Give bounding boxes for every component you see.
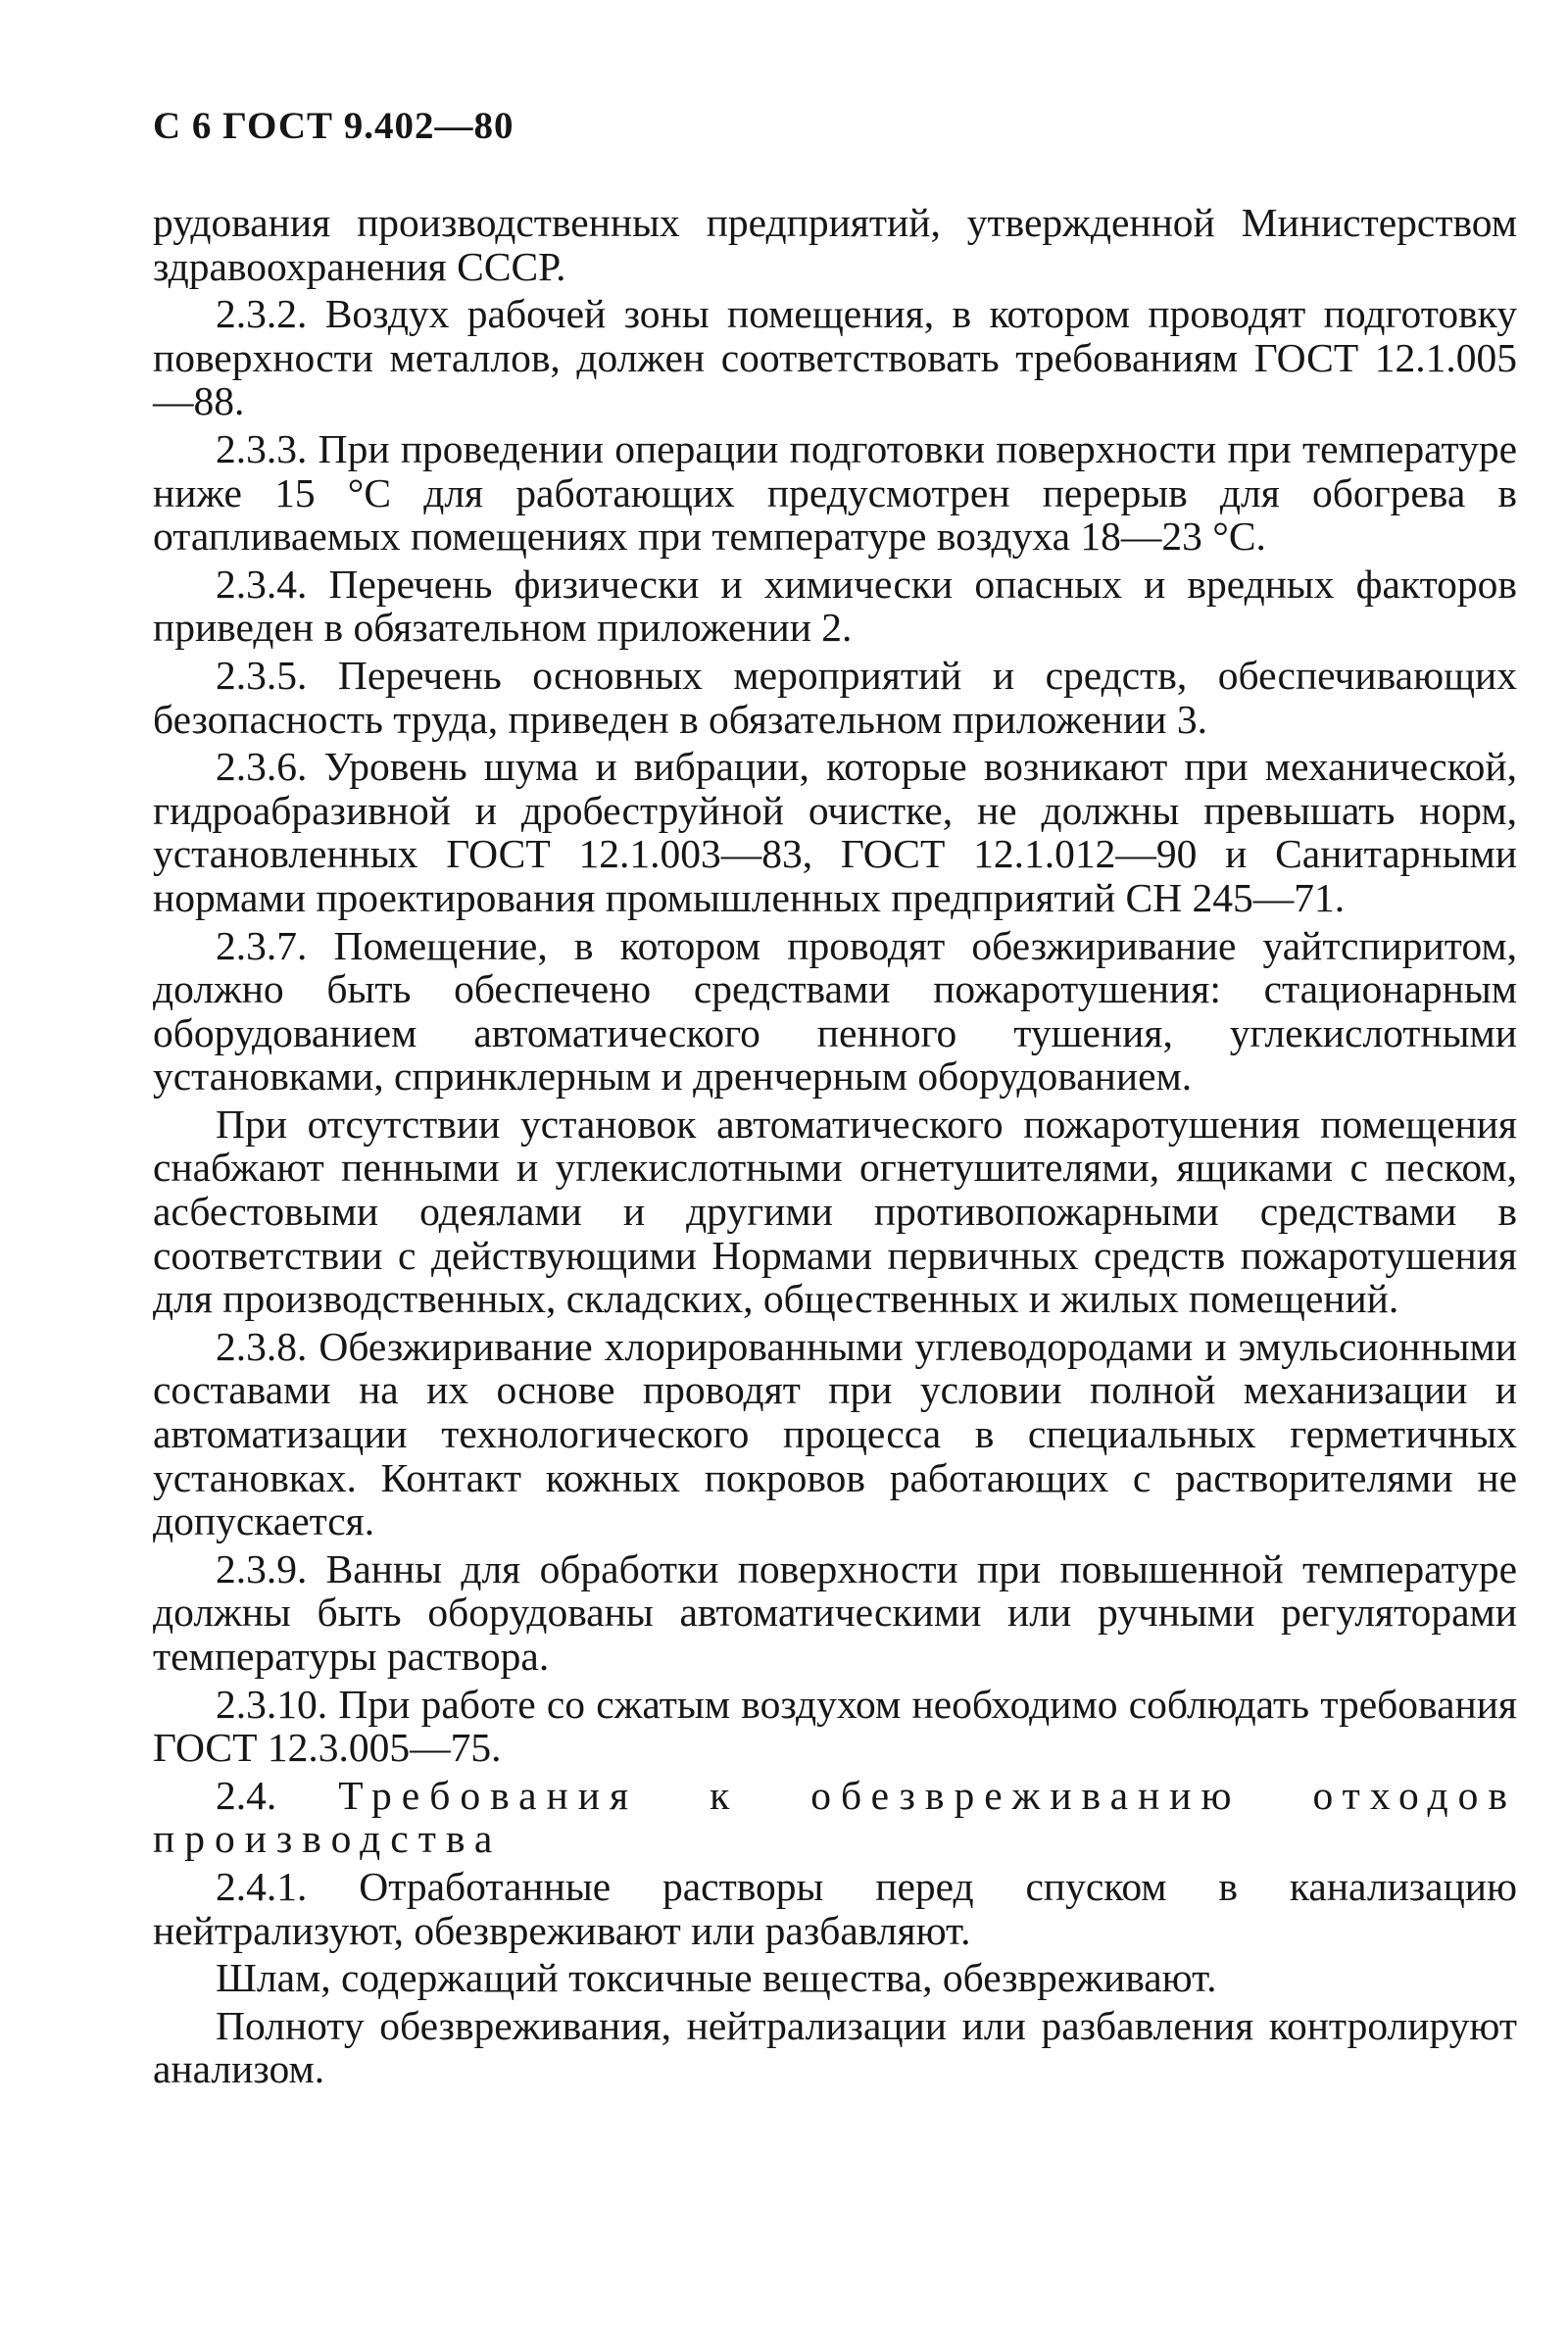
paragraph-2-3-9: 2.3.9. Ванны для обработки поверхности при повышенной температуре должны быть оборудованы автоматическими или ручными регуляторами температуры раствора. <box>153 1545 1517 1679</box>
paragraph-2-4-1: 2.4.1. Отработанные растворы перед спуском в канализацию нейтрализуют, обезвреживают или разбавляют. <box>153 1863 1517 1953</box>
section-number: 2.4. <box>216 1772 277 1818</box>
document-page <box>153 104 1517 2095</box>
paragraph-2-3-4: 2.3.4. Перечень физически и химически опасных и вредных факторов приведен в обязательном приложении 2. <box>153 561 1517 651</box>
paragraph-fire-equipment: При отсутствии установок автоматического пожаротушения помещения снабжают пенными и углекислотными огнетушителями, ящиками с песком, асбестовыми одеялами и другими противопожарными средствами в соответствии с действующими Нормами первичных средств пожаротушения для производственных, складских, общественных и жилых помещений. <box>153 1101 1517 1322</box>
document-body <box>153 201 1517 2091</box>
paragraph-2-3-5: 2.3.5. Перечень основных мероприятий и средств, обеспечивающих безопасность труда, приведен в обязательном приложении 3. <box>153 652 1517 742</box>
section-heading-2-4 <box>153 1774 1517 1861</box>
paragraph-control: Полноту обезвреживания, нейтрализации или разбавления контролируют анализом. <box>153 2002 1517 2092</box>
paragraph-2-3-7: 2.3.7. Помещение, в котором проводят обезжиривание уайтспиритом, должно быть обеспечено средствами пожаротушения: стационарным оборудованием автоматического пенного тушения, углекислотными установками, спринклерным и дренчерным оборудованием. <box>153 922 1517 1100</box>
paragraph-sludge: Шлам, содержащий токсичные вещества, обезвреживают. <box>216 1955 1217 2001</box>
paragraph-2-3-8: 2.3.8. Обезжиривание хлорированными углеводородами и эмульсионными составами на их основе проводят при условии полной механизации и автоматизации технологического процесса в специальных герметичных установках. Контакт кожных покровов работающих с растворителями не допускается. <box>153 1323 1517 1544</box>
paragraph-2-3-3: 2.3.3. При проведении операции подготовки поверхности при температуре ниже 15 °С для работающих предусмотрен перерыв для обогрева в отапливаемых помещениях при температуре воздуха 18—23 °С. <box>153 425 1517 560</box>
page-header: С 6 ГОСТ 9.402—80 <box>153 105 514 147</box>
section-title: Требования к обезвреживанию отходов производства <box>153 1772 1517 1862</box>
paragraph-2-3-2: 2.3.2. Воздух рабочей зоны помещения, в котором проводят подготовку поверхности металлов, должен соответствовать требованиям ГОСТ 12.1.005—88. <box>153 291 1517 424</box>
paragraph-2-3-6: 2.3.6. Уровень шума и вибрации, которые возникают при механической, гидроабразивной и дробеструйной очистке, не должны превышать норм, установленных ГОСТ 12.1.003—83, ГОСТ 12.1.012—90 и Санитарными нормами проектирования промышленных предприятий СН 245—71. <box>153 744 1517 920</box>
paragraph-2-3-10: 2.3.10. При работе со сжатым воздухом необходимо соблюдать требования ГОСТ 12.3.005—75. <box>153 1681 1517 1771</box>
paragraph-continuation: рудования производственных предприятий, утвержденной Министерством здравоохранения СССР. <box>153 200 1517 289</box>
